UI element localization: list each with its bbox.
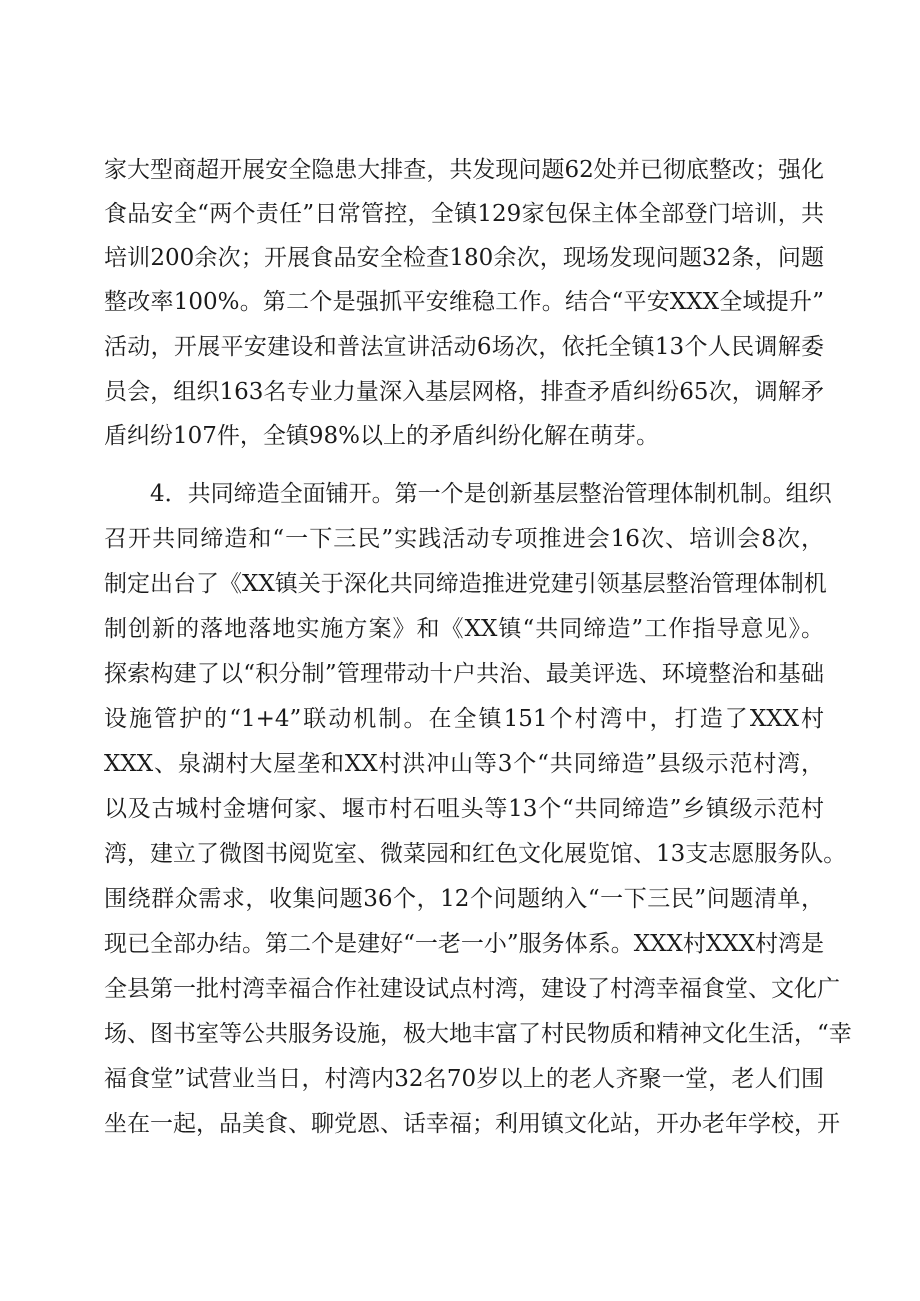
text-line: 整改率100%。第二个是强抓平安维稳工作。结合“平安XXX全域提升” [104,289,824,315]
text-line: 员会，组织163名专业力量深入基层网格，排查矛盾纠纷65次，调解矛 [104,379,824,405]
text-line: 围绕群众需求，收集问题36个，12个问题纳入“一下三民”问题清单， [104,886,824,912]
text-line: 食品安全“两个责任”日常管控，全镇129家包保主体全部登门培训，共 [104,201,824,227]
text-line: 场、图书室等公共服务设施，极大地丰富了村民物质和精神文化生活，“幸 [104,1021,852,1047]
text-line: 现已全部办结。第二个是建好“一老一小”服务体系。XXX村XXX村湾是 [104,931,824,957]
text-line: 召开共同缔造和“一下三民”实践活动专项推进会16次、培训会8次， [104,526,824,552]
text-line: 制创新的落地落地实施方案》和《XX镇“共同缔造”工作指导意见》。 [104,616,824,642]
text-line: XXX、泉湖村大屋垄和XX村洪冲山等3个“共同缔造”县级示范村湾， [104,751,824,777]
text-line: 制定出台了《XX镇关于深化共同缔造推进党建引领基层整治管理体制机 [104,571,827,597]
text-line: 以及古城村金塘何家、堰市村石咀头等13个“共同缔造”乡镇级示范村 [104,796,824,822]
text-line: 活动，开展平安建设和普法宣讲活动6场次，依托全镇13个人民调解委 [104,334,824,360]
text-line: 培训200余次；开展食品安全检查180余次，现场发现问题32条，问题 [104,245,824,271]
section-heading-line: 4．共同缔造全面铺开。第一个是创新基层整治管理体制机制。组织 [150,481,832,507]
text-line: 家大型商超开展安全隐患大排查，共发现问题62处并已彻底整改；强化 [104,157,824,183]
text-line: 设施管护的“1+4”联动机制。在全镇151个村湾中，打造了XXX村 [104,706,824,732]
text-line: 湾，建立了微图书阅览室、微菜园和红色文化展览馆、13支志愿服务队。 [104,841,847,867]
text-line: 福食堂”试营业当日，村湾内32名70岁以上的老人齐聚一堂，老人们围 [104,1066,824,1092]
text-line: 全县第一批村湾幸福合作社建设试点村湾，建设了村湾幸福食堂、文化广 [104,976,840,1002]
text-line: 盾纠纷107件，全镇98%以上的矛盾纠纷化解在萌芽。 [104,423,660,449]
text-line: 探索构建了以“积分制”管理带动十户共治、最美评选、环境整治和基础 [104,661,824,687]
text-line: 坐在一起，品美食、聊党恩、话幸福；利用镇文化站，开办老年学校，开 [104,1111,840,1137]
